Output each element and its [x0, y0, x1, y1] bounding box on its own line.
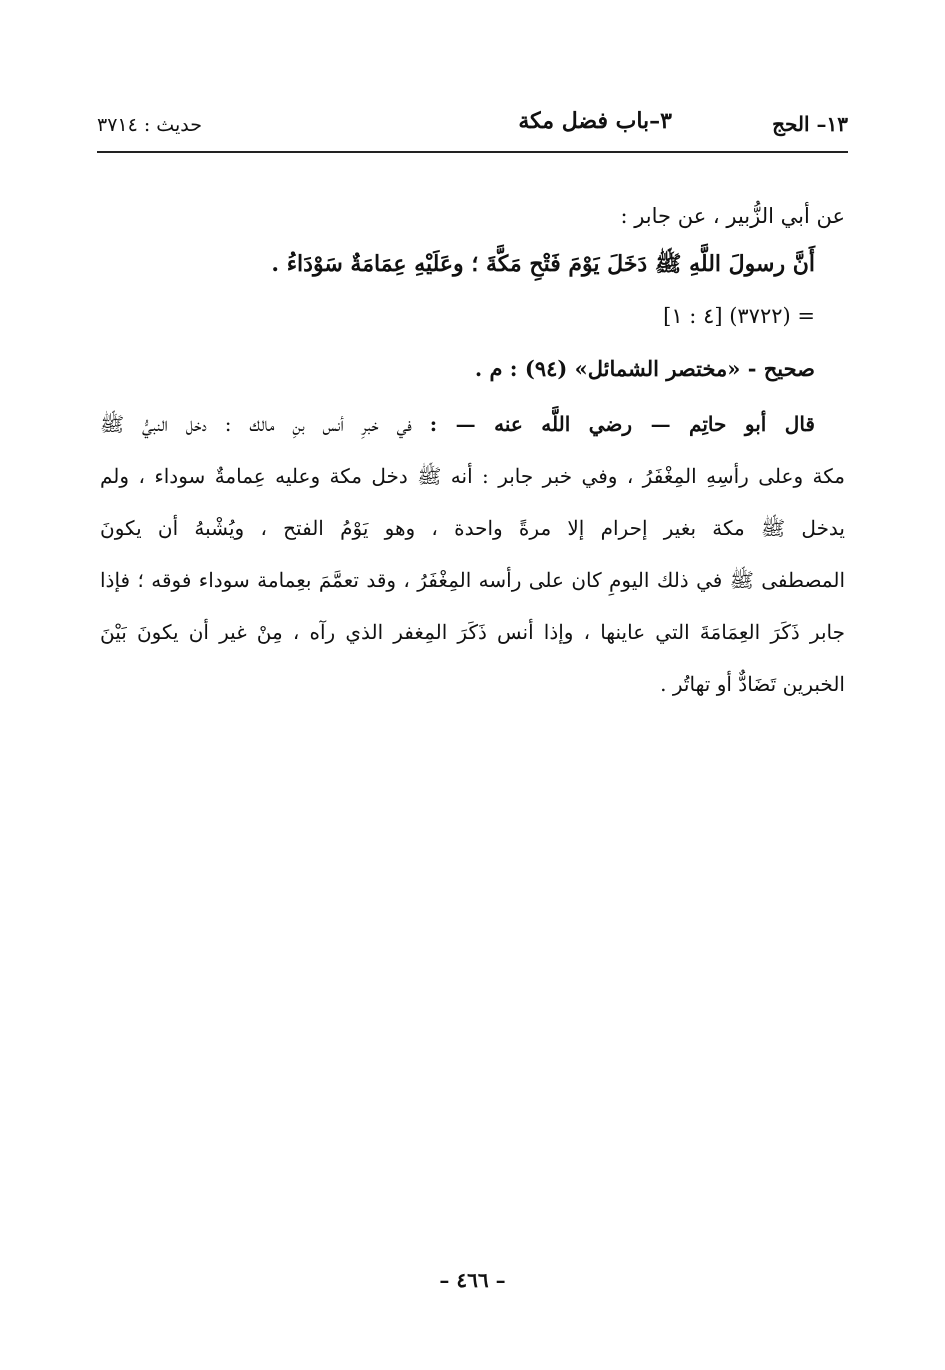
hadith-number: حديث : ٣٧١٤: [97, 114, 202, 136]
running-header: [97, 108, 848, 146]
hadith-grade: صحيح - «مختصر الشمائل» (٩٤) : م .: [474, 356, 815, 381]
commentary: [100, 398, 845, 710]
hadith-body: [100, 194, 845, 710]
commentary-line: [100, 398, 845, 450]
commentary-lead: قال أبو حاتِم — رضي اللَّه عنه — :: [429, 412, 815, 436]
header-divider: [97, 151, 848, 153]
page-number: – ٤٦٦ –: [439, 1268, 506, 1292]
commentary-line: يدخل ﷺ مكة بغير إحرام إلا مرةً واحدة ، وهو يَوْمُ الفتح ، ويُشْبهُ أن يكونَ: [100, 516, 845, 540]
section-title: ٣–باب فضل مكة: [518, 108, 672, 134]
chapter-title: ١٣– الحج: [772, 112, 848, 136]
commentary-line: جابر ذَكَرَ العِمَامَةَ التي عاينها ، وإذا أنس ذَكَرَ المِغفر الذي رآه ، مِنْ غير أن يكونَ بَيْنَ: [100, 620, 845, 644]
commentary-line: مكة وعلى رأسِهِ المِغْفَرُ ، وفي خبر جابر : أنه ﷺ دخل مكة وعليه عِمامةٌ سوداء ، ولم: [100, 464, 845, 488]
commentary-text: في خبرِ أنس بنِ مالك : دخل النبيُّ ﷺ: [100, 412, 412, 436]
commentary-line: المصطفى ﷺ في ذلك اليومِ كان على رأسه المِغْفَرُ ، وقد تعمَّمَ بعِمامة سوداء فوقه ؛ فإذا: [100, 568, 845, 592]
hadith-text: أَنَّ رسولَ اللَّهِ ﷺ دَخَلَ يَوْمَ فَتْحِ مَكَّةَ ؛ وعَلَيْهِ عِمَامَةٌ سَوْدَاءُ .: [271, 251, 815, 277]
cross-reference: = (٣٧٢٢) [٤ : ١]: [663, 304, 815, 328]
commentary-line: الخبرين تَضَادٌّ أو تهاتُر .: [660, 672, 845, 696]
isnad-chain: عن أبي الزُّبير ، عن جابر :: [620, 204, 845, 228]
